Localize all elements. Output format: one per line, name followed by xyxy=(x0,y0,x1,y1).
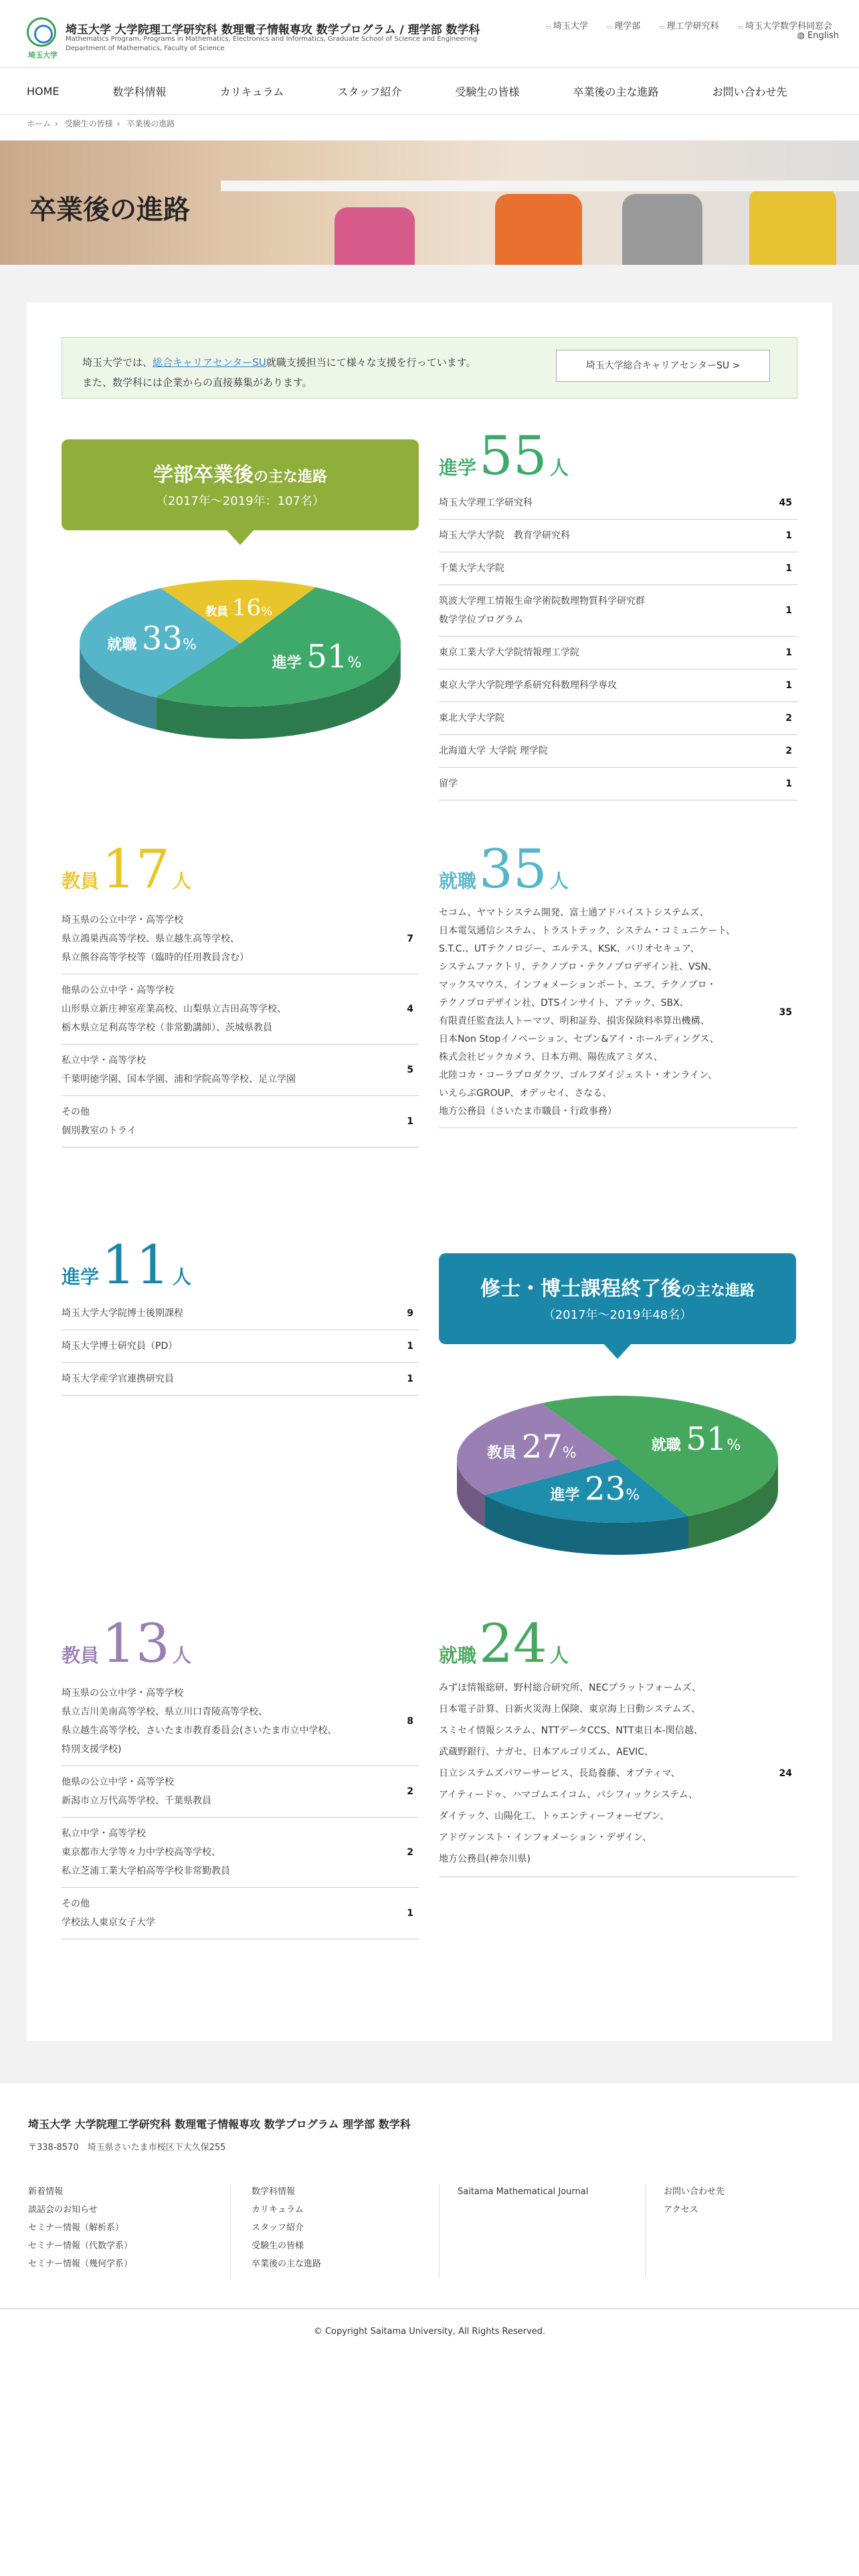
notice-text-post: 就職支援担当にて様々な支援を行っています。 xyxy=(266,356,476,368)
footer-column-contact xyxy=(664,2183,831,2276)
footer-link[interactable]: 新着情報 xyxy=(28,2187,64,2197)
list-item-name: 東北大学大学院 xyxy=(439,713,504,724)
list-item-count: 2 xyxy=(785,746,792,756)
list-item-name: 埼玉県の公立中学・高等学校 県立吉川美南高等学校、県立川口青陵高等学校、 県立越生高等学校、さいたま市教育委員会(さいたま市立中学校、 特別支援学校) xyxy=(62,1688,337,1755)
graduate-period: （2017年～2019年48名） xyxy=(543,1308,692,1322)
breadcrumb xyxy=(27,118,179,129)
main-area xyxy=(0,265,859,2084)
shingaku-heading xyxy=(439,425,569,487)
list-item-count: 1 xyxy=(785,778,792,789)
grad-shingaku-list xyxy=(62,1297,419,1396)
career-center-notice xyxy=(62,337,797,399)
list-item xyxy=(439,552,797,585)
footer-title: 埼玉大学 大学院理工学研究科 数理電子情報専攻 数学プログラム 理学部 数学科 xyxy=(28,2118,411,2131)
list-item-name: 北海道大学 大学院 理学院 xyxy=(439,746,548,756)
english-link[interactable] xyxy=(797,31,839,41)
undergrad-period: （2017年～2019年：107名） xyxy=(156,494,324,508)
list-item-name: 埼玉大学大学院 教育学研究科 xyxy=(439,530,570,541)
content-card xyxy=(27,302,832,2041)
list-item-count: 1 xyxy=(407,1341,413,1352)
site-title[interactable]: 埼玉大学 大学院理工学研究科 数理電子情報専攻 数学プログラム / 理学部 数学科 xyxy=(66,23,480,37)
list-item-count: 1 xyxy=(785,530,792,541)
grad-shushoku-total: 24 xyxy=(779,1768,792,1779)
top-link-graduate-school[interactable]: ▭ 理工学研究科 xyxy=(659,19,719,31)
top-link-saitama-univ[interactable]: ▭ 埼玉大学 xyxy=(545,19,587,31)
graduate-title-main: 修士・博士課程終了後 xyxy=(480,1277,681,1301)
list-item-name: 埼玉県の公立中学・高等学校 県立鴻巣西高等学校、県立越生高等学校、 県立熊谷高等学校等（臨時的任用教員含む） xyxy=(62,915,249,963)
list-item-count: 8 xyxy=(407,1716,413,1727)
graduate-title-suffix: の主な進路 xyxy=(680,1283,755,1299)
grad-kyoin-label: 教員 xyxy=(62,1644,100,1667)
hero-banner xyxy=(0,140,859,265)
kyoin-unit: 人 xyxy=(172,870,191,892)
grad-shushoku-unit: 人 xyxy=(549,1644,569,1667)
grad-shushoku-heading xyxy=(439,1612,569,1675)
notice-text-pre: 埼玉大学では、 xyxy=(82,356,153,368)
logo-text: 埼玉大学 xyxy=(28,51,58,60)
list-item-name: その他 学校法人東京女子大学 xyxy=(62,1899,155,1928)
grad-shushoku-companies: みずほ情報総研、野村総合研究所、NECプラットフォームズ、 日本電子計算、日新火災海上保険、東京海上日動システムズ、 スミセイ情報システム、NTTデータCCS、NTT東日本-関信越、 武蔵野銀行、ナガセ、日本アルゴリズム、AEVIC、 日立システムズパワーサービス、長島養藤、オプティマ、 アイティードゥ、ハマゴムエイコム、パシフィックシステム、 ダイテック、山陽化工、トゥエンティーフォーゼブン、 アドヴァンスト・インフォメーション・デザイン、 地方公務員(神奈川県) xyxy=(439,1683,703,1864)
hero-chair-gray xyxy=(622,194,702,265)
list-item-count: 7 xyxy=(407,934,413,944)
list-item-name: 他県の公立中学・高等学校 新潟市立万代高等学校、千葉県教員 xyxy=(62,1777,211,1806)
list-item xyxy=(439,637,797,669)
list-item xyxy=(62,1045,419,1096)
grad-shingaku-heading xyxy=(62,1234,191,1296)
footer-column-journal xyxy=(458,2183,638,2276)
shingaku-list xyxy=(439,487,797,800)
pie-label-2: 教員 27% xyxy=(487,1428,577,1466)
list-item xyxy=(62,974,419,1045)
nav-applicants[interactable]: 受験生の皆様 xyxy=(455,85,520,98)
grad-shushoku-list xyxy=(439,1677,797,1877)
footer-link[interactable]: アクセス xyxy=(664,2205,698,2215)
hero-chair-orange xyxy=(495,194,582,265)
list-item-count: 1 xyxy=(785,680,792,691)
list-item xyxy=(439,1677,797,1877)
shingaku-label: 進学 xyxy=(439,457,477,479)
grad-shingaku-label: 進学 xyxy=(62,1266,100,1288)
undergrad-title-bubble xyxy=(62,439,419,530)
list-item-count: 1 xyxy=(785,647,792,658)
english-label: English xyxy=(807,31,839,41)
list-item xyxy=(62,1888,419,1939)
footer-link[interactable]: 受験生の皆様 xyxy=(252,2241,304,2251)
site-subtitle-en: Mathematics Program, Programs in Mathematics, Electronics and Informatics, Graduate School of Science and Engineering xyxy=(66,35,478,43)
list-item-count: 4 xyxy=(407,1004,413,1014)
list-item xyxy=(439,735,797,768)
kyoin-list xyxy=(62,904,419,1148)
shushoku-count: 35 xyxy=(479,838,547,900)
footer-divider xyxy=(439,2184,440,2278)
graduate-title-bubble xyxy=(439,1253,796,1344)
footer-link[interactable]: セミナー情報（代数学系） xyxy=(28,2241,133,2251)
site-footer xyxy=(0,2084,859,2576)
pie-label-0: 進学 51% xyxy=(272,637,362,675)
nav-staff[interactable]: スタッフ紹介 xyxy=(337,85,402,98)
pie-label-1: 進学 23% xyxy=(550,1470,640,1508)
career-center-link[interactable]: 総合キャリアセンターSU xyxy=(153,356,266,368)
copyright: © Copyright Saitama University, All Rights Reserved. xyxy=(0,2309,859,2337)
kyoin-heading xyxy=(62,838,191,900)
list-item xyxy=(62,1330,419,1363)
footer-divider xyxy=(645,2184,646,2278)
shingaku-unit: 人 xyxy=(549,457,569,479)
undergrad-pie-chart xyxy=(62,570,419,750)
list-item-name: 東京大学大学院理学系研究科数理科学専攻 xyxy=(439,680,617,691)
footer-link[interactable]: お問い合わせ先 xyxy=(664,2187,725,2197)
shingaku-count: 55 xyxy=(479,425,547,487)
list-item xyxy=(62,1363,419,1396)
list-item xyxy=(62,904,419,974)
shushoku-heading xyxy=(439,838,569,900)
footer-column-info xyxy=(252,2183,432,2276)
list-item-count: 2 xyxy=(785,713,792,724)
hero-chair-pink xyxy=(335,207,415,265)
footer-link[interactable]: セミナー情報（幾何学系） xyxy=(28,2259,133,2269)
list-item-name: 千葉大学大学院 xyxy=(439,563,504,574)
list-item-count: 1 xyxy=(407,1908,413,1919)
list-item xyxy=(439,585,797,637)
pie-label-1: 就職 33% xyxy=(107,620,197,658)
hero-chair-yellow xyxy=(749,187,836,265)
list-item-count: 5 xyxy=(407,1065,413,1075)
list-item xyxy=(439,669,797,702)
list-item-name: 埼玉大学産学官連携研究員 xyxy=(62,1374,174,1384)
nav-careers[interactable]: 卒業後の主な進路 xyxy=(573,85,659,98)
grad-kyoin-unit: 人 xyxy=(172,1644,191,1667)
list-item xyxy=(439,702,797,735)
list-item-count: 1 xyxy=(407,1374,413,1384)
kyoin-label: 教員 xyxy=(62,870,100,892)
list-item-count: 2 xyxy=(407,1847,413,1858)
nav-contact[interactable]: お問い合わせ先 xyxy=(712,85,787,98)
list-item xyxy=(62,1096,419,1148)
list-item-count: 2 xyxy=(407,1786,413,1797)
list-item xyxy=(439,487,797,520)
footer-link[interactable]: スタッフ紹介 xyxy=(252,2223,304,2233)
shushoku-list xyxy=(439,904,797,1128)
shushoku-label: 就職 xyxy=(439,870,477,892)
notice-line-2: また、数学科には企業からの直接募集があります。 xyxy=(82,377,312,389)
chevron-right-icon: › xyxy=(55,119,58,128)
footer-link[interactable]: カリキュラム xyxy=(252,2205,304,2215)
grad-shushoku-count: 24 xyxy=(479,1612,547,1675)
top-link-faculty-science[interactable]: ▭ 理学部 xyxy=(607,19,640,31)
footer-divider xyxy=(230,2184,231,2278)
site-header xyxy=(0,0,859,67)
breadcrumb-applicants[interactable]: 受験生の皆様 xyxy=(64,119,113,128)
list-item xyxy=(439,904,797,1128)
grad-kyoin-count: 13 xyxy=(102,1612,170,1675)
list-item xyxy=(62,1766,419,1818)
footer-column-news xyxy=(28,2183,222,2276)
list-item xyxy=(62,1297,419,1330)
list-item-name: 私立中学・高等学校 東京都市大学等々力中学校高等学校、 私立芝浦工業大学柏高等学校非常勤教員 xyxy=(62,1828,230,1876)
university-logo-icon[interactable] xyxy=(27,17,56,47)
list-item xyxy=(439,520,797,552)
list-item-name: 筑波大学理工情報生命学術院数理物質科学研究群 数学学位プログラム xyxy=(439,596,645,625)
list-item-name: 埼玉大学理工学研究科 xyxy=(439,498,533,508)
page-title: 卒業後の進路 xyxy=(29,195,190,225)
list-item-name: その他 個別教室のトライ xyxy=(62,1107,136,1136)
list-item-name: 留学 xyxy=(439,778,458,789)
undergrad-title-suffix: の主な進路 xyxy=(253,469,327,486)
shushoku-unit: 人 xyxy=(549,870,569,892)
footer-link[interactable]: 数学科情報 xyxy=(252,2187,296,2197)
kyoin-count: 17 xyxy=(102,838,170,900)
list-item-count: 9 xyxy=(407,1308,413,1319)
pie-label-2: 教員 16% xyxy=(205,594,273,621)
chevron-right-icon: › xyxy=(116,119,120,128)
top-link-alumni[interactable]: ▭ 埼玉大学数学科同窓会 xyxy=(738,19,832,31)
nav-curriculum[interactable]: カリキュラム xyxy=(219,85,284,98)
undergrad-title-main: 学部卒業後 xyxy=(153,463,254,487)
footer-link[interactable]: セミナー情報（解析系） xyxy=(28,2223,124,2233)
shushoku-companies: セコム、ヤマトシステム開発、富士通アドバイストシステムズ、 日本電気通信システム、トラストテック、システム・コミュニケート、 S.T.C.、UTテクノロジー、エルテス、KSK、バリオセキュア、 システムファクトリ、テクノプロ・テクノプロデザイン社、VSN、 マックスマウス、インフォメーションポート、エフ、テクノプロ・ テクノプロデザイン社、DTSインサイト、アテック、SBX、 有限責任監査法人トーマツ、明和証券、損害保険料率算出機構、 日本Non Stopイノベーション、セブン&アイ・ホールディングス、 株式会社ビックカメラ、日本方朔、陽佐成アミダス、 北陸コカ・コーラプロダクツ、ゴルフダイジェスト・オンライン、 いえらぶGROUP、オデッセイ、さなる、 地方公務員（さいたま市職員・行政事務） xyxy=(439,907,736,1117)
list-item-name: 埼玉大学博士研究員（PD） xyxy=(62,1341,178,1352)
list-item-count: 1 xyxy=(407,1116,413,1127)
main-nav xyxy=(0,67,859,115)
footer-link[interactable]: 談話会のお知らせ xyxy=(28,2205,98,2215)
footer-link[interactable]: 卒業後の主な進路 xyxy=(252,2259,322,2269)
list-item-count: 1 xyxy=(785,563,792,574)
graduate-pie-chart xyxy=(439,1386,796,1566)
list-item-count: 1 xyxy=(785,605,792,616)
list-item-name: 他県の公立中学・高等学校 山形県立新庄神室産業高校、山梨県立吉田高等学校、 栃木県立足利高等学校（非常勤講師）、茨城県教員 xyxy=(62,985,286,1033)
list-item xyxy=(62,1818,419,1888)
career-center-button[interactable]: 埼玉大学総合キャリアセンターSU > xyxy=(556,350,770,382)
site-subtitle-dept: Department of Mathematics, Faculty of Science xyxy=(66,45,225,52)
list-item-count: 45 xyxy=(779,498,792,508)
grad-kyoin-list xyxy=(62,1677,419,1939)
footer-address: 〒338-8570 埼玉県さいたま市桜区下大久保255 xyxy=(28,2143,226,2153)
top-links xyxy=(545,19,832,31)
footer-link[interactable]: Saitama Mathematical Journal xyxy=(458,2187,589,2197)
hero-desk xyxy=(221,181,859,191)
grad-shingaku-count: 11 xyxy=(102,1234,170,1296)
breadcrumb-current: 卒業後の進路 xyxy=(126,119,175,128)
shushoku-total: 35 xyxy=(779,1007,792,1018)
grad-shingaku-unit: 人 xyxy=(172,1266,191,1288)
nav-department-info[interactable]: 数学科情報 xyxy=(112,85,167,98)
list-item-name: 埼玉大学大学院博士後期課程 xyxy=(62,1308,183,1319)
list-item xyxy=(62,1677,419,1766)
list-item xyxy=(439,768,797,800)
pie-label-0: 就職 51% xyxy=(651,1420,741,1459)
breadcrumb-home[interactable]: ホーム xyxy=(27,119,52,128)
nav-home[interactable]: HOME xyxy=(27,84,60,98)
list-item-name: 東京工業大学大学院情報理工学院 xyxy=(439,647,579,658)
globe-icon: ◍ xyxy=(797,31,808,41)
grad-kyoin-heading xyxy=(62,1612,191,1675)
grad-shushoku-label: 就職 xyxy=(439,1644,477,1667)
list-item-name: 私立中学・高等学校 千葉明徳学園、国本学園、浦和学院高等学校、足立学園 xyxy=(62,1055,296,1085)
